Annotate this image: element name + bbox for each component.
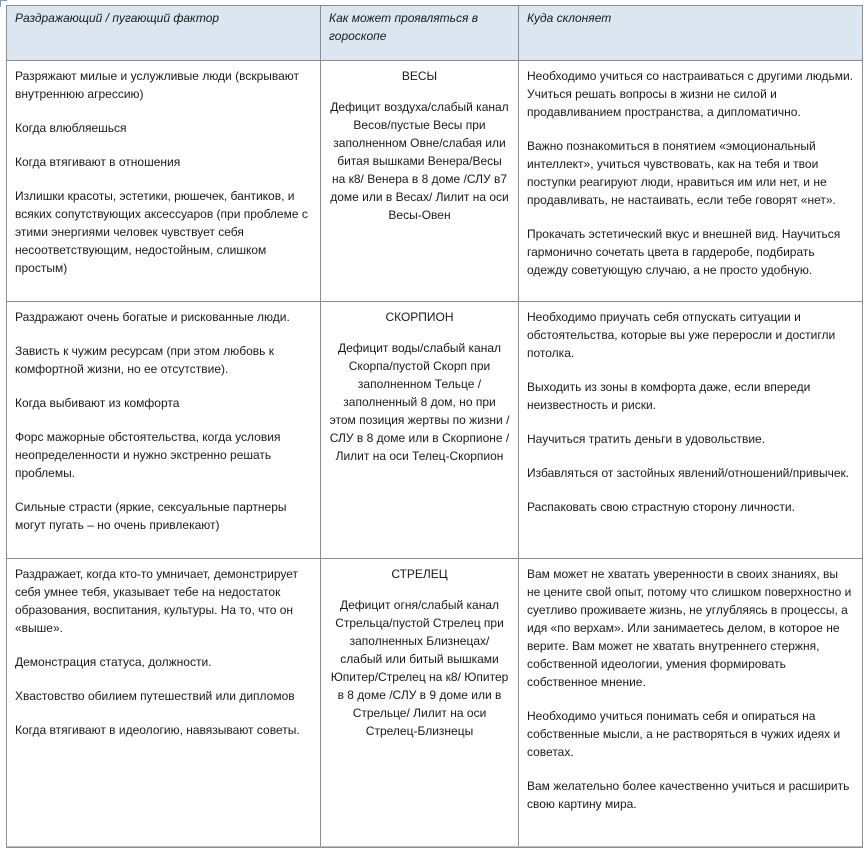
direction-text: Вам может не хватать уверенности в своих знаниях, вы не цените свой опыт, потому что слишком поверхностно и суетливо проживаете жизнь, не углубляясь в процессы, а идя «по верхам». Или занимаетесь делом, в которое не верите. Вам может не хватать внутреннего стержня, собственной идеологии, умения формировать собственное мнение. — [527, 567, 852, 689]
direction-text: Избавляться от застойных явлений/отношений/привычек. — [527, 466, 850, 480]
factor-text: Когда втягивают в отношения — [15, 155, 181, 169]
horoscope-cell — [321, 302, 519, 559]
horoscope-text: Дефицит воздуха/слабый канал Весов/пустые Весы при заполненном Овне/слабая или битая вышками Венера/Весы на к8/ Венера в 8 доме /СЛУ в7 доме или в Весах/ Лилит на оси Весы-Овен — [330, 100, 509, 222]
horoscope-cell — [321, 559, 519, 848]
direction-text: Научиться тратить деньги в удовольствие. — [527, 432, 766, 446]
direction-text: Распаковать свою страстную сторону личности. — [527, 500, 795, 514]
factor-cell — [7, 61, 321, 302]
zodiac-sign-title: СКОРПИОН — [385, 310, 454, 324]
factor-text: Разряжают милые и услужливые люди (вскрывают внутреннюю агрессию) — [15, 69, 300, 101]
direction-cell — [519, 302, 863, 559]
table-row-sagittarius — [7, 559, 863, 848]
direction-text: Необходимо учиться понимать себя и опираться на собственные мысли, а не растворяться в чужих идеях и советах. — [527, 709, 841, 759]
header-row — [7, 6, 863, 61]
horoscope-cell — [321, 61, 519, 302]
astrology-table — [6, 5, 863, 848]
factor-text: Когда влюбляешься — [15, 121, 127, 135]
factor-cell — [7, 302, 321, 559]
factor-text: Когда выбивают из комфорта — [15, 396, 180, 410]
table-row-scorpio — [7, 302, 863, 559]
direction-cell — [519, 61, 863, 302]
factor-text: Демонстрация статуса, должности. — [15, 655, 212, 669]
factor-text: Когда втягивают в идеологию, навязывают советы. — [15, 723, 300, 737]
factor-text: Хвастовство обилием путешествий или дипломов — [15, 689, 295, 703]
zodiac-sign-title: СТРЕЛЕЦ — [391, 567, 448, 581]
factor-text: Раздражают очень богатые и рискованные люди. — [15, 310, 290, 324]
factor-text: Зависть к чужим ресурсам (при этом любовь к комфортной жизни, но ее отсутствие). — [15, 344, 274, 376]
direction-text: Прокачать эстетический вкус и внешней вид. Научиться гармонично сочетать цвета в гардеробе, подбирать одежду советующую случаю, а не просто удобную. — [527, 227, 841, 277]
direction-cell — [519, 559, 863, 848]
direction-text: Выходить из зоны в комфорта даже, если впереди неизвестность и риски. — [527, 380, 811, 412]
horoscope-text: Дефицит огня/слабый канал Стрельца/пустой Стрелец при заполненных Близнецах/слабый или битый вышками Юпитер/Стрелец на к8/ Юпитер в 8 доме /СЛУ в 9 доме или в Стрельце/ Лилит на оси Стрелец-Близнецы — [330, 598, 509, 738]
direction-text: Необходимо учиться со настраиваться с другими людьми. Учиться решать вопросы в жизни не силой и продавливанием пространства, а дипломатично. — [527, 69, 854, 119]
direction-text: Необходимо приучать себя отпускать ситуации и обстоятельства, которые вы уже переросли и достигли потолка. — [527, 310, 836, 360]
horoscope-text: Дефицит воды/слабый канал Скорпа/пустой Скорп при заполненном Тельце /заполненный 8 дом, но при этом позиция жертвы по жизни /СЛУ в 8 доме или в Скорпионе / Лилит на оси Телец-Скорпион — [329, 341, 510, 463]
factor-cell — [7, 559, 321, 848]
page-bottom-rule — [6, 846, 862, 847]
factor-text: Форс мажорные обстоятельства, когда условия неопределенности и нужно экстренно решать проблемы. — [15, 430, 281, 480]
factor-text: Раздражает, когда кто-то умничает, демонстрирует себя умнее тебя, указывает тебе на недостаток образования, воспитания, культуры. На то, что он «выше». — [15, 567, 298, 635]
direction-text: Важно познакомиться в понятием «эмоциональный интеллект», учиться чувствовать, как на тебя и твои поступки реагируют люди, нравиться им или нет, и не продавливать, не настаивать, если тебе говорят «нет». — [527, 139, 836, 207]
direction-text: Вам желательно более качественно учиться и расширить свою картину мира. — [527, 779, 850, 811]
zodiac-sign-title: ВЕСЫ — [401, 69, 438, 83]
header-factor: Раздражающий / пугающий фактор — [7, 6, 321, 61]
factor-text: Излишки красоты, эстетики, рюшечек, бантиков, и всяких сопутствующих аксессуаров (при проблеме с этими энергиями человек чувствует себя несоответствующим, недостойным, слишком простым) — [15, 189, 308, 275]
header-direction: Куда склоняет — [519, 6, 863, 61]
factor-text: Сильные страсти (яркие, сексуальные партнеры могут пугать – но очень привлекают) — [15, 500, 287, 532]
header-horoscope: Как может проявляться в гороскопе — [321, 6, 519, 61]
table-row-libra — [7, 61, 863, 302]
